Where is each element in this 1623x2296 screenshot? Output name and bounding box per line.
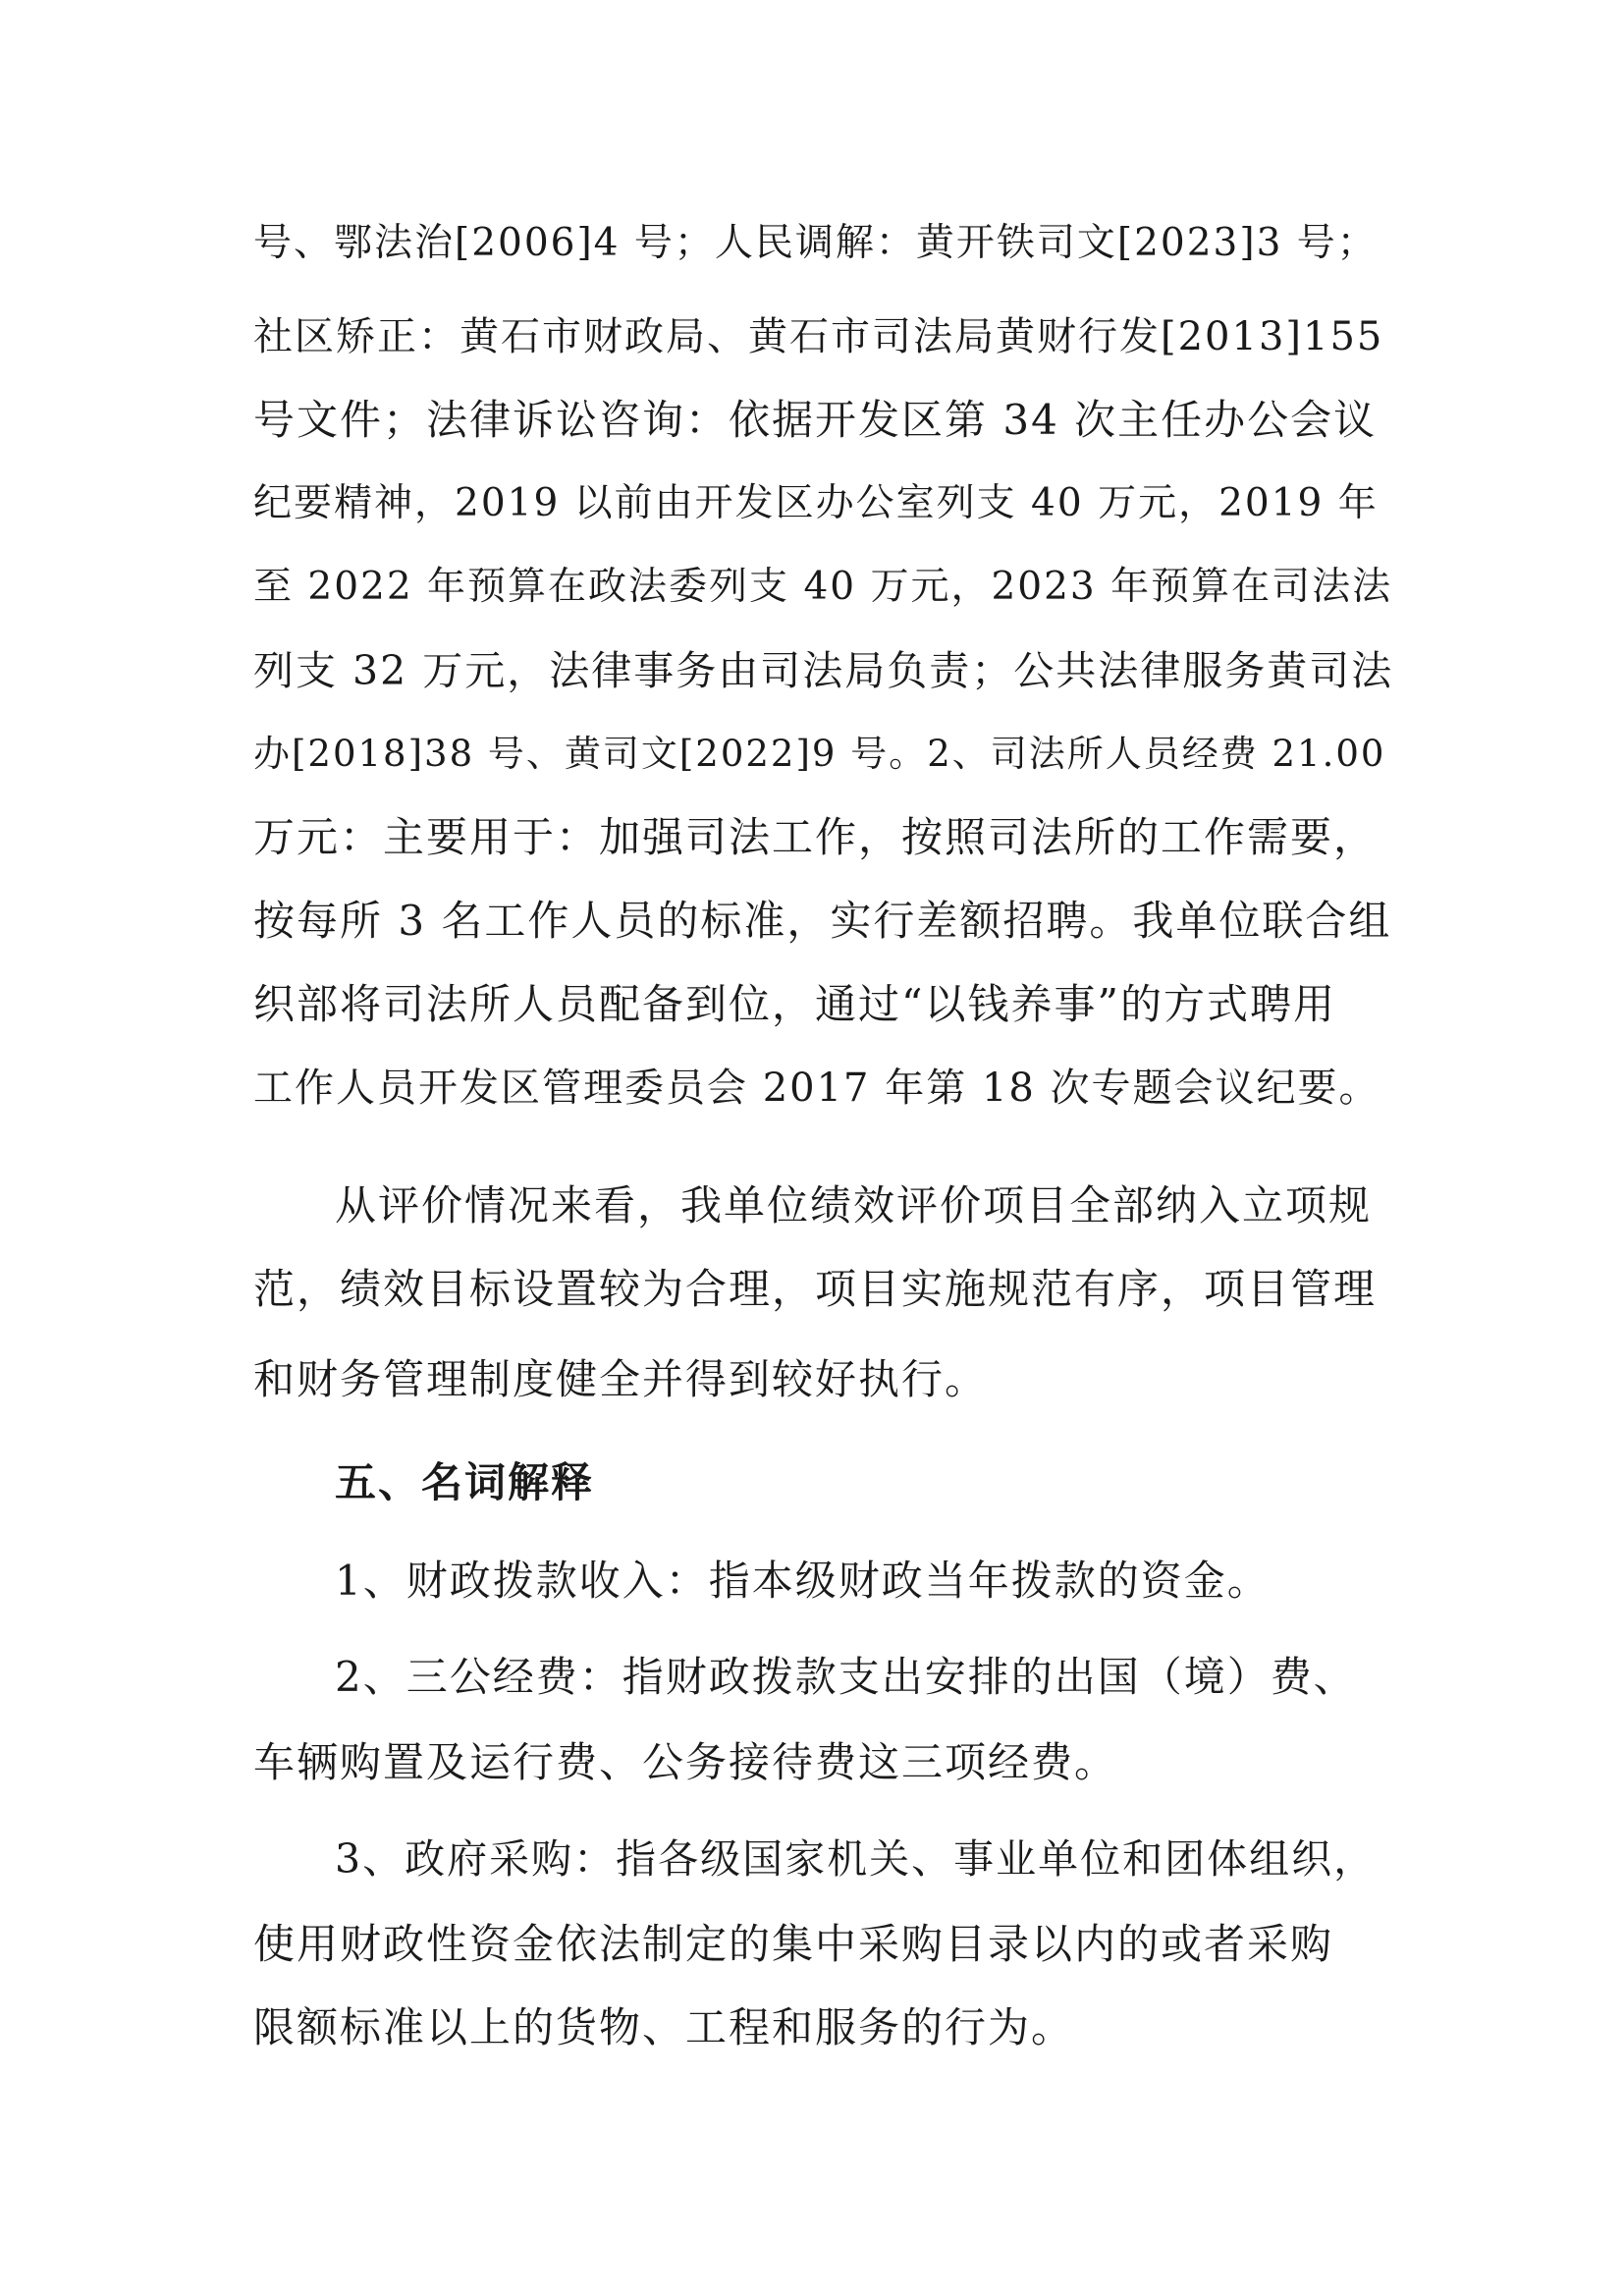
paragraph-line: 号文件；法律诉讼咨询：依据开发区第 34 次主任办公会议: [253, 396, 1378, 444]
paragraph-line: 按每所 3 名工作人员的标准，实行差额招聘。我单位联合组: [253, 897, 1392, 945]
section-heading: 五、名词解释: [335, 1458, 595, 1506]
definition-item: 2、三公经费：指财政拨款支出安排的出国（境）费、: [335, 1653, 1357, 1701]
paragraph-line: 纪要精神，2019 以前由开发区办公室列支 40 万元，2019 年: [253, 481, 1379, 525]
paragraph-line: 织部将司法所人员配备到位，通过“以钱养事”的方式聘用: [253, 980, 1336, 1028]
paragraph-line: 从评价情况来看，我单位绩效评价项目全部纳入立项规: [335, 1181, 1373, 1230]
paragraph-line: 和财务管理制度健全并得到较好执行。: [253, 1355, 989, 1403]
definition-item: 3、政府采购：指各级国家机关、事业单位和团体组织，: [335, 1835, 1377, 1883]
paragraph-line: 号、鄂法治[2006]4 号；人民调解：黄开铁司文[2023]3 号；: [253, 221, 1378, 265]
paragraph-line: 至 2022 年预算在政法委列支 40 万元，2023 年预算在司法法: [253, 565, 1393, 609]
paragraph-line: 工作人员开发区管理委员会 2017 年第 18 次专题会议纪要。: [253, 1066, 1380, 1111]
paragraph-line: 列支 32 万元，法律事务由司法局负责；公共法律服务黄司法: [253, 647, 1394, 694]
paragraph-line: 限额标准以上的货物、工程和服务的行为。: [253, 2003, 1075, 2051]
paragraph-line: 社区矫正：黄石市财政局、黄石市司法局黄财行发[2013]155: [253, 314, 1384, 359]
paragraph-line: 范，绩效目标设置较为合理，项目实施规范有序，项目管理: [253, 1265, 1378, 1313]
paragraph-line: 万元：主要用于：加强司法工作，按照司法所的工作需要，: [253, 813, 1378, 861]
paragraph-line: 使用财政性资金依法制定的集中采购目录以内的或者采购: [253, 1920, 1334, 1968]
definition-item: 1、财政拨款收入：指本级财政当年拨款的资金。: [335, 1557, 1271, 1605]
paragraph-line: 办[2018]38 号、黄司文[2022]9 号。2、司法所人员经费 21.00: [253, 733, 1386, 775]
paragraph-line: 车辆购置及运行费、公务接待费这三项经费。: [253, 1738, 1118, 1786]
